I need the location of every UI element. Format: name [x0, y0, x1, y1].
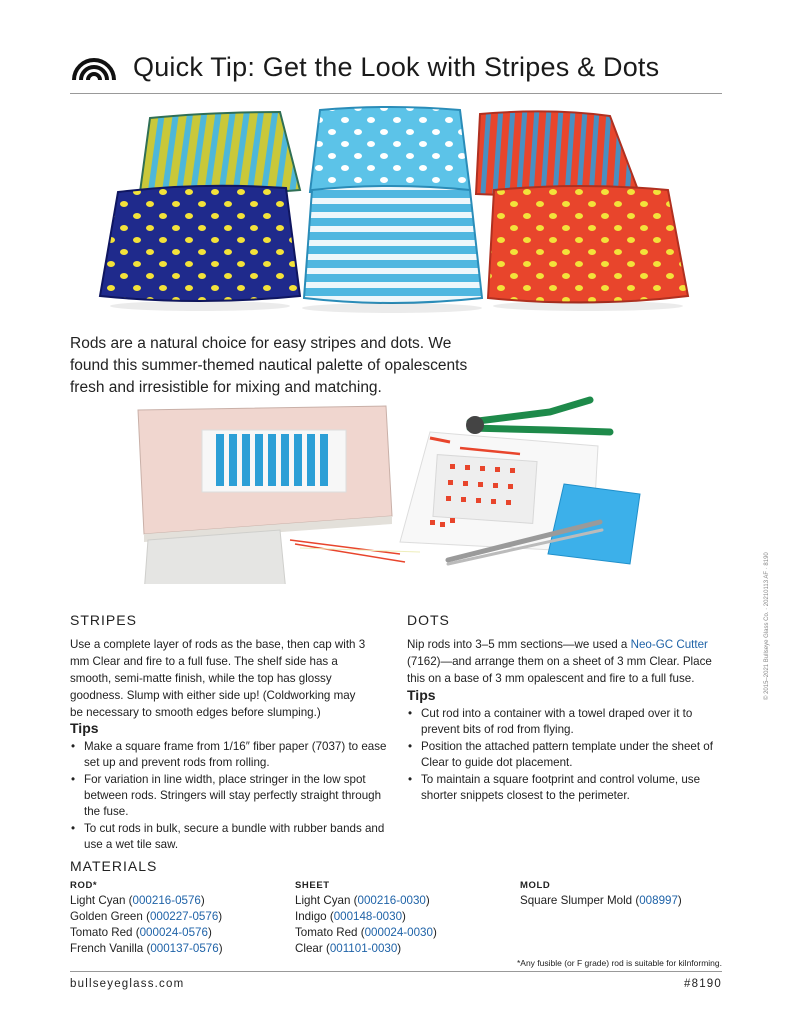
- list-item: • For variation in line width, place stringer in the low spot between rods. Stringers will stay perfectly straight through the fuse.: [70, 772, 390, 820]
- copyright-text: © 2015–2021 Bullseye Glass Co. · 20210113 AF · 8190: [764, 552, 770, 700]
- list-item: • To cut rods in bulk, secure a bundle with rubber bands and use a wet tile saw.: [70, 821, 390, 853]
- product-code-link[interactable]: 000024-0030: [364, 926, 433, 939]
- dots-tips-list: [407, 706, 732, 805]
- product-code-link[interactable]: 000216-0030: [357, 894, 426, 907]
- list-item: • Make a square frame from 1/16″ fiber paper (7037) to ease set up and prevent rods from rolling.: [70, 739, 390, 771]
- list-item: Tomato Red (000024-0030): [295, 926, 437, 939]
- list-item: Square Slumper Mold (008997): [520, 894, 682, 907]
- materials-mold-column: [520, 879, 720, 909]
- dots-tips-heading: Tips: [407, 687, 436, 703]
- materials-heading: MATERIALS: [70, 858, 158, 874]
- product-code-link[interactable]: 000148-0030: [333, 910, 403, 923]
- dots-text-start: Nip rods into 3–5 mm sections—we used a: [407, 638, 631, 651]
- sheet-heading: SHEET: [295, 880, 330, 891]
- list-item: • Cut rod into a container with a towel draped over it to prevent bits of rod from flying.: [407, 706, 732, 738]
- setup-tools-photo: [130, 392, 650, 584]
- list-item: Light Cyan (000216-0576): [70, 894, 205, 907]
- dots-heading: DOTS: [407, 612, 450, 628]
- stripes-tips-heading: Tips: [70, 720, 99, 736]
- glass-plates-photo: [90, 100, 700, 325]
- stripes-tips-list: [70, 739, 390, 854]
- product-code-link[interactable]: 008997: [639, 894, 678, 907]
- product-code-link[interactable]: 000137-0576: [150, 942, 219, 955]
- product-code-link[interactable]: 000216-0576: [132, 894, 201, 907]
- footer-divider: [70, 971, 722, 972]
- materials-rod-column: [70, 879, 270, 957]
- dots-text-end: (7162)—and arrange them on a sheet of 3 mm Clear. Place this on a base of 3 mm opalescent and fire to a full fuse.: [407, 655, 712, 685]
- list-item: Clear (001101-0030): [295, 942, 402, 955]
- list-item: French Vanilla (000137-0576): [70, 942, 223, 955]
- product-code-link[interactable]: 000227-0576: [149, 910, 219, 923]
- list-item: • Position the attached pattern template under the sheet of Clear to guide dot placement.: [407, 739, 732, 771]
- bullseye-arcs-icon: [70, 52, 118, 82]
- list-item: Tomato Red (000024-0576): [70, 926, 212, 939]
- neo-gc-cutter-link[interactable]: Neo-GC Cutter: [630, 638, 708, 651]
- materials-sheet-column: [295, 879, 495, 957]
- dots-text: [407, 636, 729, 687]
- product-code-link[interactable]: 000024-0576: [139, 926, 208, 939]
- page-title: Quick Tip: Get the Look with Stripes & Dots: [133, 52, 660, 82]
- list-item: Indigo (000148-0030): [295, 910, 406, 923]
- header-divider: [70, 93, 722, 94]
- stripes-heading: STRIPES: [70, 612, 137, 628]
- document-number: #8190: [684, 978, 722, 990]
- product-code-link[interactable]: 001101-0030: [329, 942, 398, 955]
- list-item: • To maintain a square footprint and control volume, use shorter snippets closest to the perimeter.: [407, 772, 732, 804]
- rod-heading: ROD*: [70, 880, 98, 891]
- footnote: *Any fusible (or F grade) rod is suitable for kilnforming.: [516, 958, 722, 968]
- list-item: Golden Green (000227-0576): [70, 910, 223, 923]
- mold-heading: MOLD: [520, 880, 551, 891]
- website-link[interactable]: bullseyeglass.com: [70, 978, 185, 990]
- list-item: Light Cyan (000216-0030): [295, 894, 430, 907]
- stripes-text: Use a complete layer of rods as the base, then cap with 3 mm Clear and fire to a full fuse. The shelf side has a smooth, semi-matte finish, while the top has glossy goodness. Slump with either side up! (Coldworking may be necessary to smooth edges before slumping.): [70, 638, 366, 719]
- intro-text: Rods are a natural choice for easy stripes and dots. We found this summer-themed nautical palette of opalescents fresh and irresistible for mixing and matching.: [70, 335, 468, 396]
